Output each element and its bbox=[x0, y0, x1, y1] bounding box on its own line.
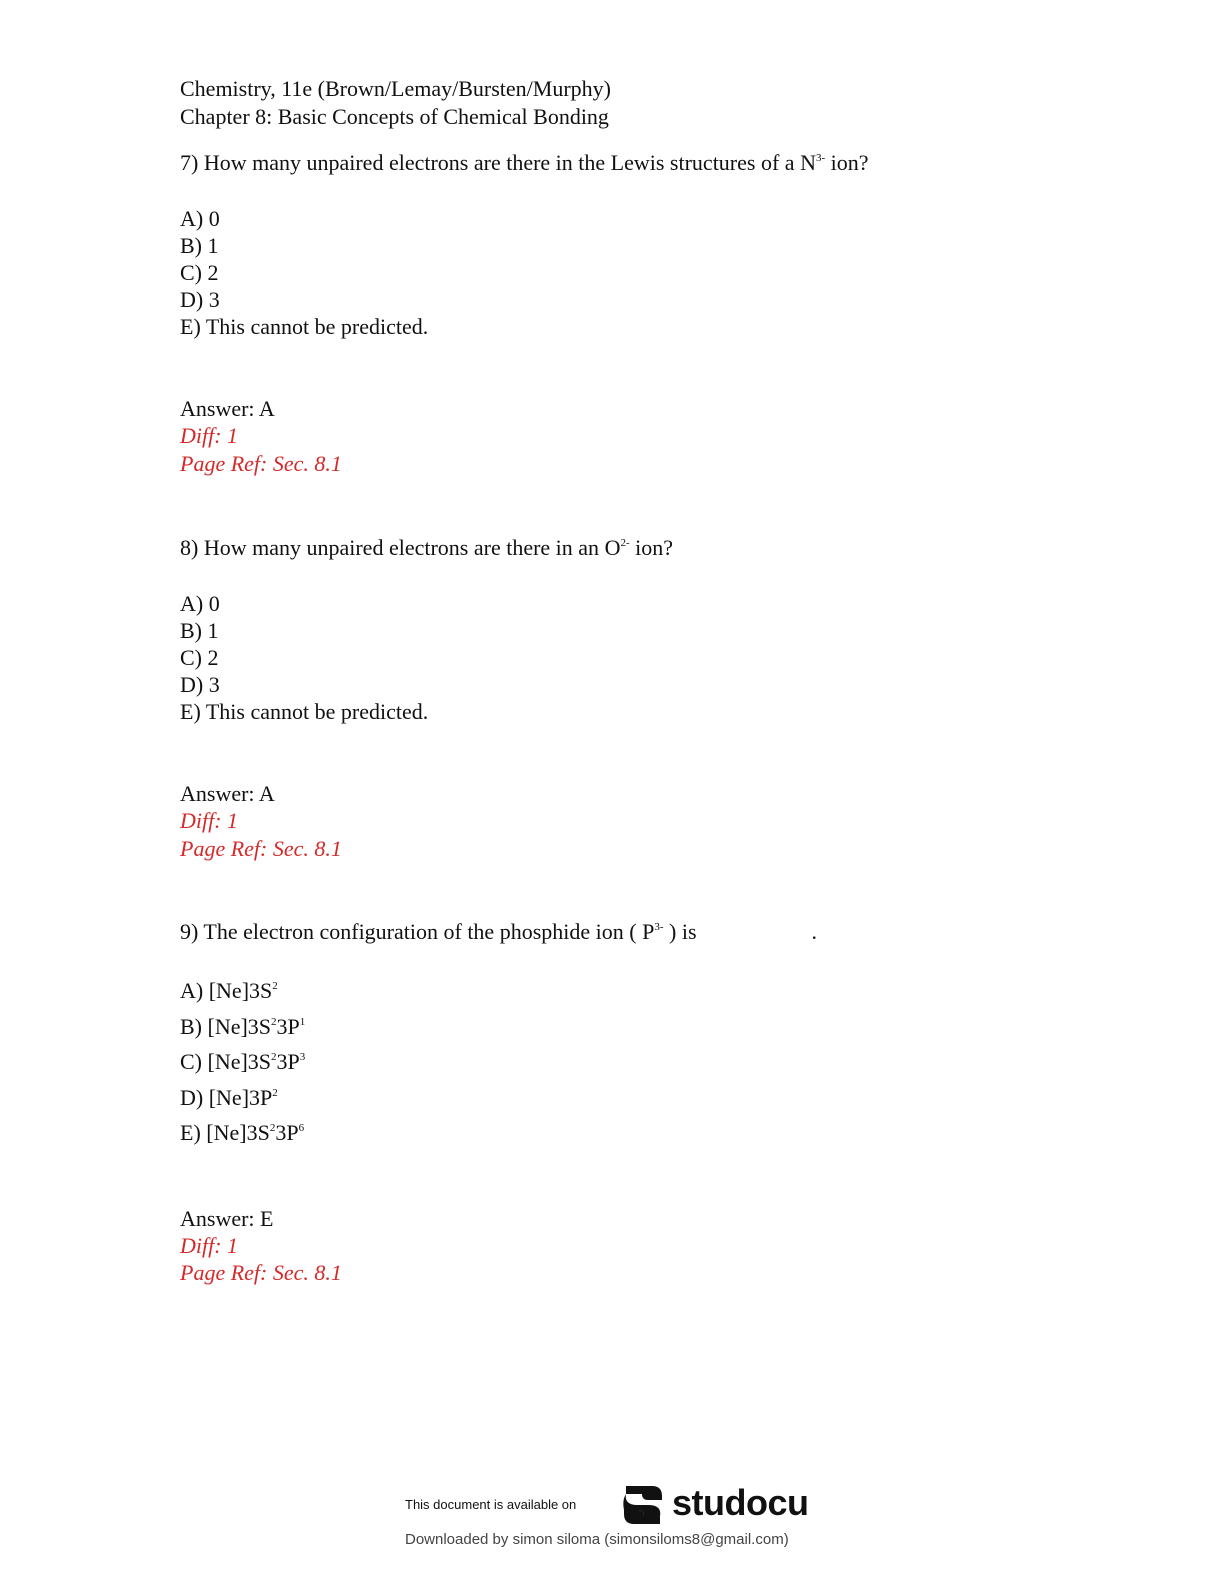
q7-option-e: E) This cannot be predicted. bbox=[180, 314, 429, 339]
q9-difficulty: Diff: 1 bbox=[180, 1233, 239, 1258]
q7-option-a: A) 0 bbox=[180, 206, 220, 231]
q7-option-b: B) 1 bbox=[180, 233, 219, 258]
q8-option-d: D) 3 bbox=[180, 672, 220, 697]
q7-difficulty: Diff: 1 bbox=[180, 423, 239, 448]
question-8: 8) How many unpaired electrons are there in an $O^{2-}$ ion? bbox=[180, 535, 674, 560]
q7-option-c: C) 2 bbox=[180, 260, 219, 285]
q8-difficulty: Diff: 1 bbox=[180, 808, 239, 833]
availability-text: This document is available on bbox=[405, 1497, 577, 1512]
q9-answer: Answer: E bbox=[180, 1206, 274, 1231]
download-info: Downloaded by simon siloma (simonsiloms8@gmail.com) bbox=[405, 1531, 789, 1548]
q9-option-d: D) $[Ne]3P^2$ bbox=[180, 1085, 278, 1110]
q9-option-a: A) $[Ne]3S^2$ bbox=[180, 978, 278, 1003]
question-7: 7) How many unpaired electrons are there in the Lewis structures of a $N^{3-}$ ion? bbox=[180, 150, 869, 175]
q9-page-ref: Page Ref: Sec. 8.1 bbox=[180, 1260, 342, 1285]
q8-option-e: E) This cannot be predicted. bbox=[180, 699, 429, 724]
ion-symbol: P bbox=[642, 919, 655, 944]
studocu-brand[interactable]: studocu bbox=[672, 1482, 809, 1523]
chapter-title: Chapter 8: Basic Concepts of Chemical Bonding bbox=[180, 104, 609, 129]
ion-symbol: O bbox=[604, 535, 621, 560]
ion-charge: 2- bbox=[620, 537, 630, 549]
ion-charge: 3- bbox=[654, 921, 664, 933]
q7-option-d: D) 3 bbox=[180, 287, 220, 312]
ion-charge: 3- bbox=[815, 152, 826, 164]
studocu-logo-icon bbox=[618, 1480, 668, 1530]
document-title: Chemistry, 11e (Brown/Lemay/Bursten/Murphy) bbox=[180, 76, 611, 101]
q7-answer: Answer: A bbox=[180, 396, 275, 421]
q8-answer: Answer: A bbox=[180, 781, 275, 806]
question-9: 9) The electron configuration of the phosphide ion ( $P^{3-}$ ) is . bbox=[180, 919, 817, 944]
q8-option-a: A) 0 bbox=[180, 591, 220, 616]
ion-symbol: N bbox=[800, 150, 816, 175]
q9-option-c: C) $[Ne]3S^23P^3$ bbox=[180, 1049, 306, 1074]
q9-option-e: E) $[Ne]3S^23P^6$ bbox=[180, 1120, 305, 1145]
q8-option-c: C) 2 bbox=[180, 645, 219, 670]
q7-page-ref: Page Ref: Sec. 8.1 bbox=[180, 451, 342, 476]
q8-page-ref: Page Ref: Sec. 8.1 bbox=[180, 836, 342, 861]
q9-option-b: B) $[Ne]3S^23P^1$ bbox=[180, 1014, 306, 1039]
q8-option-b: B) 1 bbox=[180, 618, 219, 643]
